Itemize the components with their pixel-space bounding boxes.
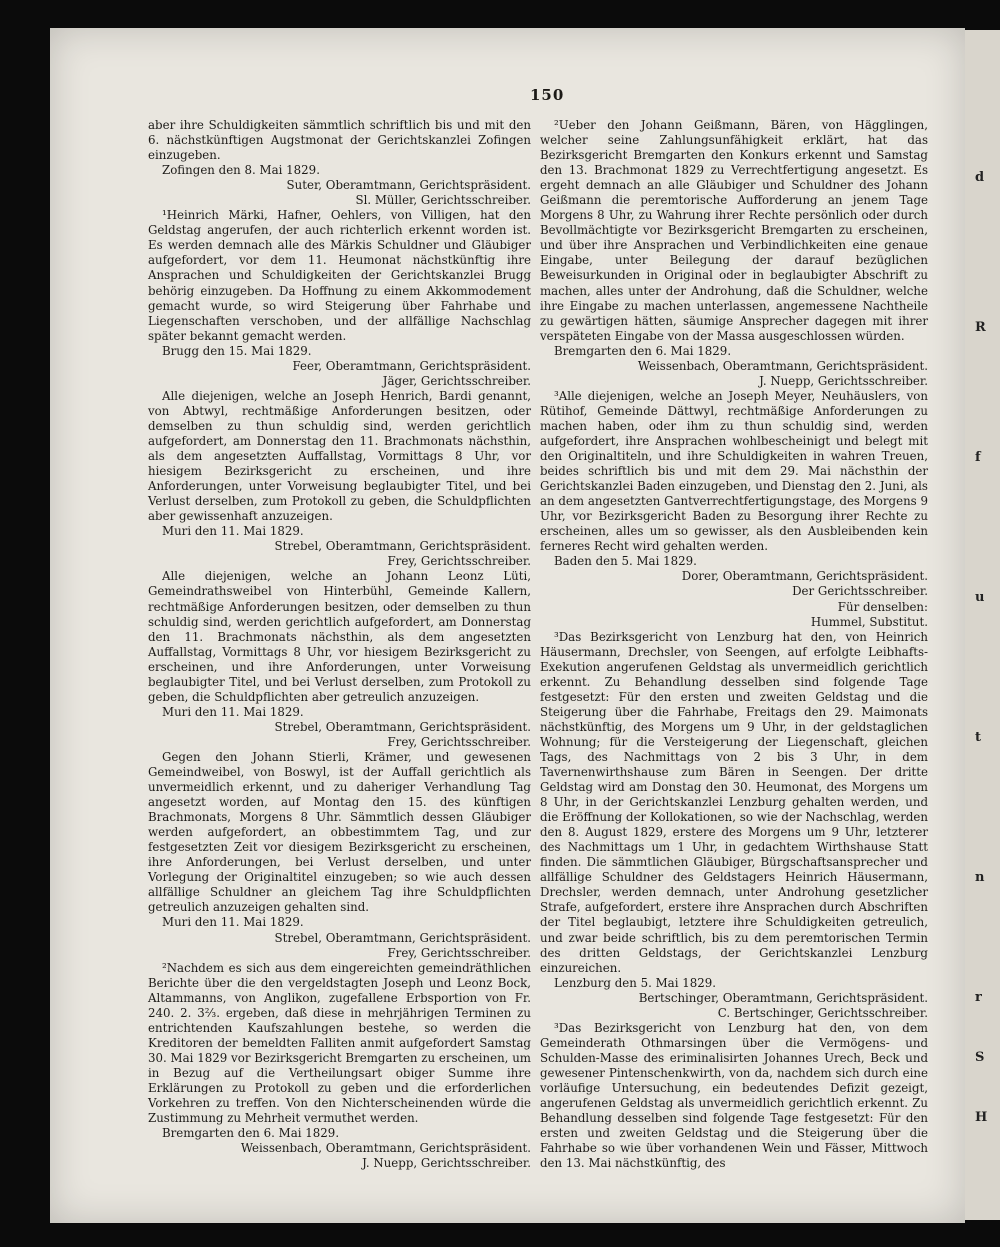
dateline: Bremgarten den 6. Mai 1829. (162, 1126, 340, 1141)
notice-paragraph: Alle diejenigen, welche an Johann Leonz Lüti, Gemeindrathsweibel von Hinterbühl, Gemeinde Kallern, rechtmäßige Anforderungen besitzen, oder demselben zu thun schuldig sind, werden gerichtlich aufgefordert, am Donnerstag den 11. Brachmonats nächsthin, als dem angesetzten Auffallstag, Vormittags 8 Uhr, vor hiesigem Bezirksgericht zu erscheinen, und ihre Anforderungen, unter Vorweisung beglaubigter Titel, und bei Verlust derselben, zum Protokoll zu geben, die Schuldpflichten aber getreulich anzuzeigen. (148, 569, 531, 704)
notice-paragraph: ¹Heinrich Märki, Hafner, Oehlers, von Villigen, hat den Geldstag angerufen, der auch richterlich erkennt worden ist. Es werden demnach alle des Märkis Schuldner und Gläubiger aufgefordert, vor dem 11. Heumonat nächstkünftig ihre Ansprachen und Schuldigkeiten der Gerichtskanzlei Brugg behörig einzugeben. Da Hoffnung zu einem Akkommodement gemacht wurde, so wird Steigerung über Fahrhabe und Liegenschaften verschoben, und der allfällige Nachschlag später bekannt gemacht werden. (148, 208, 531, 343)
signature-line: Strebel, Oberamtmann, Gerichtspräsident. (274, 930, 531, 945)
notice-paragraph: ²Nachdem es sich aus dem eingereichten gemeindräthlichen Berichte über die den vergeldstagten Joseph und Leonz Bock, Altammanns, von Anglikon, zugefallene Erbsportion von Fr. 240. 2. 3⅔. ergeben, daß diese in mehrjährigen Terminen zu entrichtenden Kaufszahlungen bestehe, so werden die Kreditoren der bemeldten Falliten anmit aufgefordert Samstag 30. Mai 1829 vor Bezirksgericht Bremgarten zu erscheinen, um in Bezug auf die Vertheilungsart obiger Summe ihre Erklärungen zu Protokoll zu geben und die erforderlichen Vorkehren zu treffen. Von den Nichterscheinenden würde die Zustimmung zu Mehrheit vermuthet werden. (148, 960, 531, 1126)
adjacent-page-fragment: f (975, 450, 981, 465)
adjacent-page-fragment: H (975, 1110, 988, 1125)
text-paragraph: aber ihre Schuldigkeiten sämmtlich schriftlich bis und mit den 6. nächstkünftigen Augstmonat der Gerichtskanzlei Zofingen einzugeben. (148, 118, 531, 163)
dateline: Lenzburg den 5. Mai 1829. (554, 975, 717, 990)
signature-line: Sl. Müller, Gerichtsschreiber. (355, 193, 531, 208)
notice-paragraph: Gegen den Johann Stierli, Krämer, und gewesenen Gemeindweibel, von Boswyl, ist der Auffall gerichtlich als unvermeidlich erkennt, und zu daheriger Verhandlung Tag angesetzt worden, auf Montag den 15. des künftigen Brachmonats, Morgens 8 Uhr. Sämmtlich dessen Gläubiger werden aufgefordert, an obbestimmtem Tag, und zur festgesetzten Zeit vor diesigem Bezirksgericht zu erscheinen, ihre Anforderungen, bei Verlust derselben, und unter Vorlegung der Originaltitel einzugeben; so wie auch dessen allfällige Schuldner an gleichem Tag ihre Schuldpflichten getreulich anzuzeigen gehalten sind. (148, 749, 531, 915)
notice-paragraph: ³Alle diejenigen, welche an Joseph Meyer, Neuhäuslers, von Rütihof, Gemeinde Dättwyl, rechtmäßige Anforderungen zu machen haben, oder ihm zu thun schuldig sind, werden aufgefordert, ihre Ansprachen wohlbescheinigt und belegt mit den Originaltiteln, und ihre Schuldigkeiten in wahren Treuen, beides schriftlich bis und mit dem 29. Mai nächsthin der Gerichtskanzlei Baden einzugeben, und Dienstag den 2. Juni, als an dem angesetzten Gantverrechtfertigungstage, des Morgens 9 Uhr, vor Bezirksgericht Baden zu Besorgung ihrer Rechte zu erscheinen, alles um so gewisser, als den Ausbleibenden kein ferneres Recht wird gehalten werden. (540, 388, 928, 554)
adjacent-page-fragment: d (975, 170, 985, 185)
signature-line: Dorer, Oberamtmann, Gerichtspräsident. (681, 569, 928, 584)
signature-line: Hummel, Substitut. (810, 614, 928, 629)
signature-line: Suter, Oberamtmann, Gerichtspräsident. (286, 178, 531, 193)
dateline: Zofingen den 8. Mai 1829. (162, 163, 320, 178)
signature-line: Strebel, Oberamtmann, Gerichtspräsident. (274, 719, 531, 734)
right-column (540, 118, 928, 1171)
dateline: Muri den 11. Mai 1829. (162, 524, 304, 539)
adjacent-page-fragment: r (975, 990, 982, 1005)
signature-line: Frey, Gerichtsschreiber. (387, 734, 531, 749)
notice-paragraph: ²Ueber den Johann Geißmann, Bären, von Hägglingen, welcher seine Zahlungsunfähigkeit erklärt, hat das Bezirksgericht Bremgarten den Konkurs erkennt und Samstag den 13. Brachmonat 1829 zu Verrechtfertigung angesetzt. Es ergeht demnach an alle Gläubiger und Schuldner des Johann Geißmann die peremtorische Aufforderung an jenem Tage Morgens 8 Uhr, zu Wahrung ihrer Rechte persönlich oder durch Bevollmächtigte vor Bezirksgericht Bremgarten zu erscheinen, und über ihre Ansprachen und Verbindlichkeiten eine genaue Eingabe, unter Beilegung der darauf bezüglichen Beweisurkunden in Original oder in beglaubigter Abschrift zu machen, alles unter der Androhung, daß die Schuldner, welche ihre Eingabe zu machen unterlassen, angemessene Nachtheile zu gewärtigen hätten, säumige Ansprecher dagegen mit ihrer verspäteten Eingabe von der Massa ausgeschlossen würden. (540, 118, 928, 343)
signature-line: J. Nuepp, Gerichtsschreiber. (362, 1156, 531, 1171)
signature-line: Feer, Oberamtmann, Gerichtspräsident. (292, 358, 531, 373)
dateline: Muri den 11. Mai 1829. (162, 915, 304, 930)
signature-line: Bertschinger, Oberamtmann, Gerichtspräsident. (638, 990, 928, 1005)
adjacent-page-fragment: t (975, 730, 982, 745)
signature-line: Für denselben: (837, 599, 928, 614)
dateline: Muri den 11. Mai 1829. (162, 704, 304, 719)
signature-line: Der Gerichtsschreiber. (792, 584, 928, 599)
signature-line: Weissenbach, Oberamtmann, Gerichtspräsident. (240, 1141, 531, 1156)
page-number: 150 (530, 86, 565, 104)
left-column (148, 118, 531, 1171)
dateline: Baden den 5. Mai 1829. (554, 554, 697, 569)
dateline: Bremgarten den 6. Mai 1829. (554, 343, 732, 358)
signature-line: C. Bertschinger, Gerichtsschreiber. (717, 1005, 928, 1020)
adjacent-page-fragment: S (975, 1050, 985, 1065)
signature-line: Weissenbach, Oberamtmann, Gerichtspräsident. (637, 358, 928, 373)
signature-line: Frey, Gerichtsschreiber. (387, 554, 531, 569)
signature-line: Jäger, Gerichtsschreiber. (382, 373, 531, 388)
notice-paragraph: Alle diejenigen, welche an Joseph Henrich, Bardi genannt, von Abtwyl, rechtmäßige Anforderungen besitzen, oder demselben zu thun schuldig sind, werden gerichtlich aufgefordert, am Donnerstag den 11. Brachmonats nächsthin, als dem angesetzten Auffallstag, Vormittags 8 Uhr, vor hiesigem Bezirksgericht zu erscheinen, und ihre Anforderungen, unter Vorweisung beglaubigter Titel, und bei Verlust derselben, zum Protokoll zu geben, die Schuldpflichten aber gewissenhaft anzuzeigen. (148, 388, 531, 524)
notice-paragraph: ³Das Bezirksgericht von Lenzburg hat den, von Heinrich Häusermann, Drechsler, von Seengen, auf erfolgte Leibhafts-Exekution angerufenen Geldstag als unvermeidlich gerichtlich erkennt. Zu Behandlung desselben sind folgende Tage festgesetzt: Für den ersten und zweiten Geldstag und die Steigerung über die Fahrhabe, Freitags den 29. Maimonats nächstkünftig, des Morgens um 9 Uhr, in der geldstaglichen Wohnung; für die Versteigerung der Liegenschaft, gleichen Tags, des Nachmittags von 2 bis 3 Uhr, in dem Tavernenwirthshause zum Bären in Seengen. Der dritte Geldstag wird am Donstag den 30. Heumonat, des Morgens um 8 Uhr, in der Gerichtskanzlei Lenzburg gehalten werden, und die Eröffnung der Kollokationen, so wie der Nachschlag, werden den 8. August 1829, erstere des Morgens um 9 Uhr, letzterer des Nachmittags um 1 Uhr, in gedachtem Wirthshause Statt finden. Die sämmtlichen Gläubiger, Bürgschaftsansprecher und allfällige Schuldner des Geldstagers Heinrich Häusermann, Drechsler, werden demnach, unter Androhung gesetzlicher Strafe, aufgefordert, erstere ihre Ansprachen durch Abschriften der Titel beglaubigt, letztere ihre Schuldigkeiten getreulich, und zwar beide schriftlich, bis zu dem peremtorischen Termin des dritten Geldstags, der Gerichtskanzlei Lenzburg einzureichen. (540, 629, 928, 975)
dateline: Brugg den 15. Mai 1829. (162, 343, 312, 358)
adjacent-page-fragment: u (975, 590, 985, 605)
signature-line: Strebel, Oberamtmann, Gerichtspräsident. (274, 539, 531, 554)
adjacent-page-edge (965, 30, 1000, 1220)
adjacent-page-fragment: R (975, 320, 986, 335)
signature-line: J. Nuepp, Gerichtsschreiber. (759, 373, 928, 388)
notice-paragraph: ³Das Bezirksgericht von Lenzburg hat den, von dem Gemeinderath Othmarsingen über die Vermögens- und Schulden-Masse des eriminalisirten Johannes Urech, Beck und gewesener Pintenschenkwirth, von da, nachdem sich durch eine vorläufige Untersuchung, ein bedeutendes Defizit gezeigt, angerufenen Geldstag als unvermeidlich gerichtlich erkennt. Zu Behandlung desselben sind folgende Tage festgesetzt: Für den ersten und zweiten Geldstag und die Steigerung über die Fahrhabe so wie über vorhandenen Wein und Fässer, Mittwoch den 13. Mai nächstkünftig, des (540, 1020, 928, 1171)
adjacent-page-fragment: n (975, 870, 985, 885)
signature-line: Frey, Gerichtsschreiber. (387, 945, 531, 960)
